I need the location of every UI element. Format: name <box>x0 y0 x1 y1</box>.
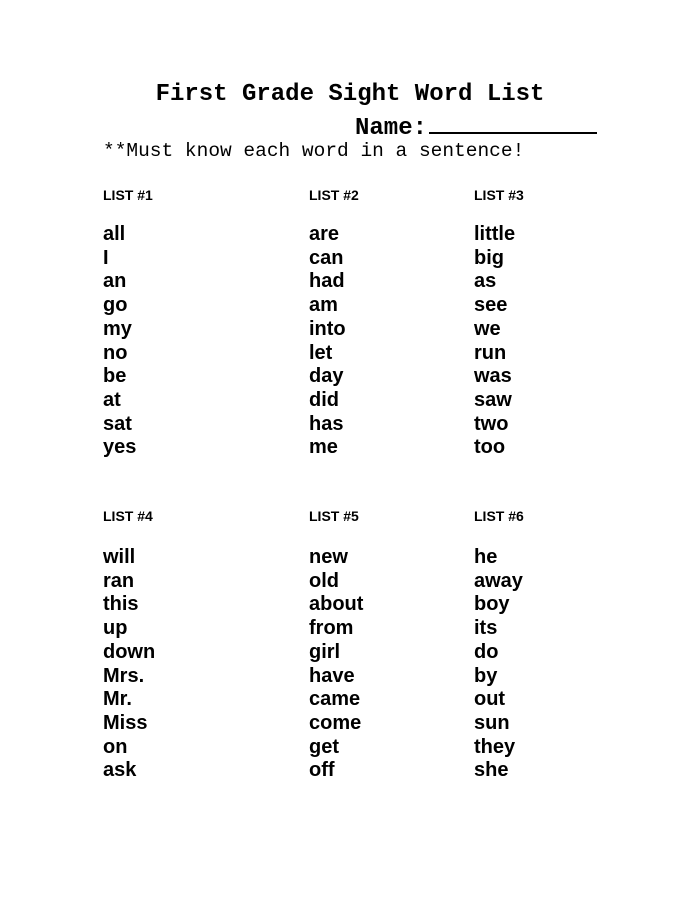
sight-word: go <box>103 294 128 317</box>
list-header: LIST #5 <box>309 508 359 524</box>
sight-word: has <box>309 412 344 435</box>
sight-word: ran <box>103 569 135 592</box>
sight-word: yes <box>103 436 137 459</box>
sight-word: little <box>474 223 516 245</box>
word-list-items <box>474 223 524 460</box>
name-label: Name: <box>355 115 428 142</box>
sight-word: old <box>309 569 339 592</box>
sight-word: up <box>103 617 128 640</box>
sight-word: Mr. <box>103 688 132 711</box>
sight-word: day <box>309 365 344 388</box>
word-list-1 <box>103 186 153 460</box>
sight-word: off <box>309 759 335 782</box>
sight-word: from <box>309 617 354 640</box>
sight-word: be <box>103 365 127 388</box>
word-list-2 <box>309 186 359 460</box>
word-list-3 <box>474 186 524 460</box>
sight-word: they <box>474 735 516 758</box>
sight-word: Miss <box>103 711 148 734</box>
word-list-items <box>309 546 363 783</box>
sight-word: was <box>474 365 512 388</box>
sight-word: too <box>474 436 506 459</box>
sight-word: sat <box>103 412 132 435</box>
sight-word: I <box>103 246 109 269</box>
name-blank-line[interactable] <box>429 110 597 134</box>
sight-word: had <box>309 270 345 293</box>
sight-word: its <box>474 617 498 640</box>
sight-word: at <box>103 388 121 411</box>
sight-word: came <box>309 688 361 711</box>
sight-word: no <box>103 341 128 364</box>
sight-word: come <box>309 711 362 734</box>
sight-word: away <box>474 569 523 592</box>
sight-word: into <box>309 317 346 340</box>
sight-word: did <box>309 388 339 411</box>
sight-word: this <box>103 593 139 616</box>
word-list-5 <box>309 507 363 783</box>
sight-word: let <box>309 341 333 364</box>
sight-word: an <box>103 270 127 293</box>
sight-word: big <box>474 246 504 269</box>
sight-word: am <box>309 294 338 317</box>
list-header: LIST #1 <box>103 187 153 203</box>
sight-word: two <box>474 412 509 435</box>
sight-word: as <box>474 270 497 293</box>
sight-word: have <box>309 664 355 687</box>
sight-word: are <box>309 223 340 245</box>
list-header: LIST #2 <box>309 187 359 203</box>
sight-word: Mrs. <box>103 664 145 687</box>
sight-word: saw <box>474 388 512 411</box>
sight-word: new <box>309 546 348 568</box>
sight-word: me <box>309 436 338 459</box>
word-list-6 <box>474 507 524 783</box>
sight-word: out <box>474 688 506 711</box>
sight-word: my <box>103 317 132 340</box>
sight-word: he <box>474 546 498 568</box>
list-header: LIST #3 <box>474 187 524 203</box>
word-list-items <box>309 223 359 460</box>
sight-word: get <box>309 735 339 758</box>
word-list-4 <box>103 507 155 783</box>
list-header: LIST #4 <box>103 508 153 524</box>
sight-word: sun <box>474 711 510 734</box>
sight-word: about <box>309 593 364 616</box>
word-list-items <box>103 546 155 783</box>
sight-word: on <box>103 735 128 758</box>
sight-word: by <box>474 664 498 687</box>
word-list-items <box>103 223 153 460</box>
instruction-text: **Must know each word in a sentence! <box>103 140 525 162</box>
sight-word: run <box>474 341 507 364</box>
sight-word: will <box>103 546 136 568</box>
sight-word: we <box>474 317 501 340</box>
sight-word: boy <box>474 593 510 616</box>
list-header: LIST #6 <box>474 508 524 524</box>
sight-word: she <box>474 759 509 782</box>
word-list-items <box>474 546 524 783</box>
sight-word: see <box>474 294 508 317</box>
sight-word: ask <box>103 759 137 782</box>
sight-word: girl <box>309 640 341 663</box>
sight-word: do <box>474 640 499 663</box>
sight-word: down <box>103 640 156 663</box>
sight-word: all <box>103 223 126 245</box>
sight-word: can <box>309 246 344 269</box>
page-title: First Grade Sight Word List <box>155 81 545 108</box>
